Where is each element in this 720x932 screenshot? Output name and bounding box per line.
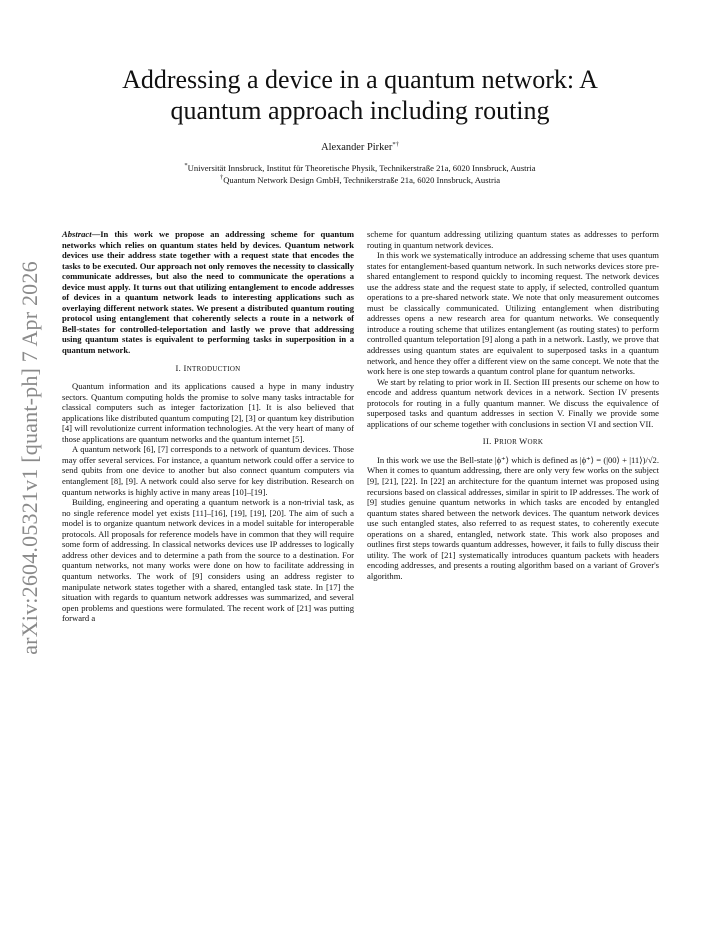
intro-paragraph-2: A quantum network [6], [7] corresponds to a network of quantum devices. Those may offer several services. For instance, a quantum network could offer a service to send qubits from one device to another but also connect quantum computers via entanglement [8], [9]. A network could also serve for key distribution. Research on quantum networks is highly active in many areas [10]–[19]. (62, 444, 354, 497)
paper-title (60, 64, 660, 126)
affiliations (60, 163, 660, 186)
intro-paragraph-3: Building, engineering and operating a quantum network is a non-trivial task, as no single reference model yet exists [11]–[16], [19], [19], [20]. The aim of such a model is to organize quantum network devices in a model suitable for interoperable protocols. All proposals for reference models have in common that they will require some form of addressing. In classical networks devices use IP addresses to logically address other devices and to determine a path from the source to a destination. For quantum networks, not many works were done on how to facilitate addressing in quantum networks. The work of [9] considers using an address register to manipulate network states together with a shared, entangled task state. In [17] the situation with regards to quantum network addresses was summarized, and several open problems and questions were formulated. The recent work of [21] was putting forward a (62, 497, 354, 624)
author-line (60, 142, 660, 153)
abstract (62, 229, 354, 356)
author-marks: *† (392, 141, 399, 148)
prior-work-paragraph: In this work we use the Bell-state |ϕ⁺⟩ which is defined as |ϕ⁺⟩ = (|00⟩ + |11⟩)/√2. When it comes to quantum addressing, there are only very few works on the subject [9], [21], [22]. In [22] an architecture for the quantum internet was proposed using recursions based on classical addresses, similar in spirit to IP addresses. The work of [9] studies genuine quantum networks in which tasks are encoded by entangled quantum states shared between the network devices. The quantum network devices use such entangled states, also referred to as request states, to coherently execute operations on a shared, entangled, network state. This work also proposes and outlines first steps towards quantum addresses, however, it fails to fully discuss their utility. The work of [21] systematically introduces quantum packets with headers encoding addresses, and presents a routing algorithm based on a variant of Grover's algorithm. (367, 454, 659, 581)
title-line-1: Addressing a device in a quantum network: A (122, 65, 598, 94)
section-heading-introduction: I. INTRODUCTION (175, 362, 241, 373)
intro-paragraph-5: In this work we systematically introduce an addressing scheme that uses quantum states for entanglement-based quantum network. In such networks devices store pre-shared entanglement to respond quickly to incoming request. The network devices use the address state and the request state to apply, if selected, controlled quantum operations to a pre-shared network state. We note that only measurement outcomes must be classically communicated. Utilizing entanglement when distributing addresses opens a new research area for quantum networks. We consequently introduce a routing scheme that utilizes entanglement (as routing states) to perform controlled quantum teleportation [9] along a path in a network. Lastly, we prove that addresses using quantum states are equivalent to superposed tasks in a quantum network, and hence they offer a different view on the same concept. We note that the work here is one step towards a quantum control plane for quantum networks. (367, 250, 659, 377)
left-column (62, 229, 354, 624)
intro-paragraph-6: We start by relating to prior work in II. Section III presents our scheme on how to encode and address quantum network devices in a network. Section IV presents protocols for routing in a fully quantum manner. We discuss the equivalence of superposed tasks and quantum addresses in section V. Finally we provide some applications of our scheme together with conclusions in section VI and section VII. (367, 376, 659, 429)
intro-paragraph-4: scheme for quantum addressing utilizing quantum states as addresses to perform routing in quantum network devices. (367, 229, 659, 250)
abstract-lead: Abstract (62, 229, 92, 239)
affiliation-1: *Universität Innsbruck, Institut für Theoretische Physik, Technikerstraße 21a, 6020 Innsbruck, Austria (184, 162, 536, 173)
arxiv-sidebar-stamp (8, 248, 52, 668)
right-column (367, 229, 659, 582)
section-heading-prior-work: II. PRIOR WORK (482, 436, 544, 447)
author-name: Alexander Pirker (321, 142, 393, 153)
title-line-2: quantum approach including routing (170, 96, 550, 125)
arxiv-id: arXiv:2604.05321v1 [quant-ph] 7 Apr 2026 (17, 261, 42, 655)
intro-paragraph-1: Quantum information and its applications caused a hype in many industry sectors. Quantum computing holds the promise to solve many tasks intractable for classical computers such as integer factorization [1]. It is also believed that applications like distributed quantum computing [2], [3] or quantum key distribution [4] will revolutionize current information technologies. At the very heart of many of those applications are quantum networks and the quantum internet [5]. (62, 381, 354, 444)
abstract-text: —In this work we propose an addressing scheme for quantum networks which relies on quantum states held by devices. Quantum network devices use their address state together with a request state that encodes the tasks to be executed. Our approach not only removes the necessity to classically communicate addresses, but also the need to communicate the operations a device must apply. It turns out that utilizing entanglement to encode addresses of devices in a quantum network leads to interesting applications such as overlaying different network states. We present a distributed quantum routing protocol using entanglement that coherently selects a route in a network of Bell-states for controlled-teleportation and lastly we prove that addressing using quantum states is equivalent to performing tasks in superposition in a quantum network. (62, 229, 354, 356)
affiliation-2: †Quantum Network Design GmbH, Technikerstraße 21a, 6020 Innsbruck, Austria (219, 173, 501, 185)
